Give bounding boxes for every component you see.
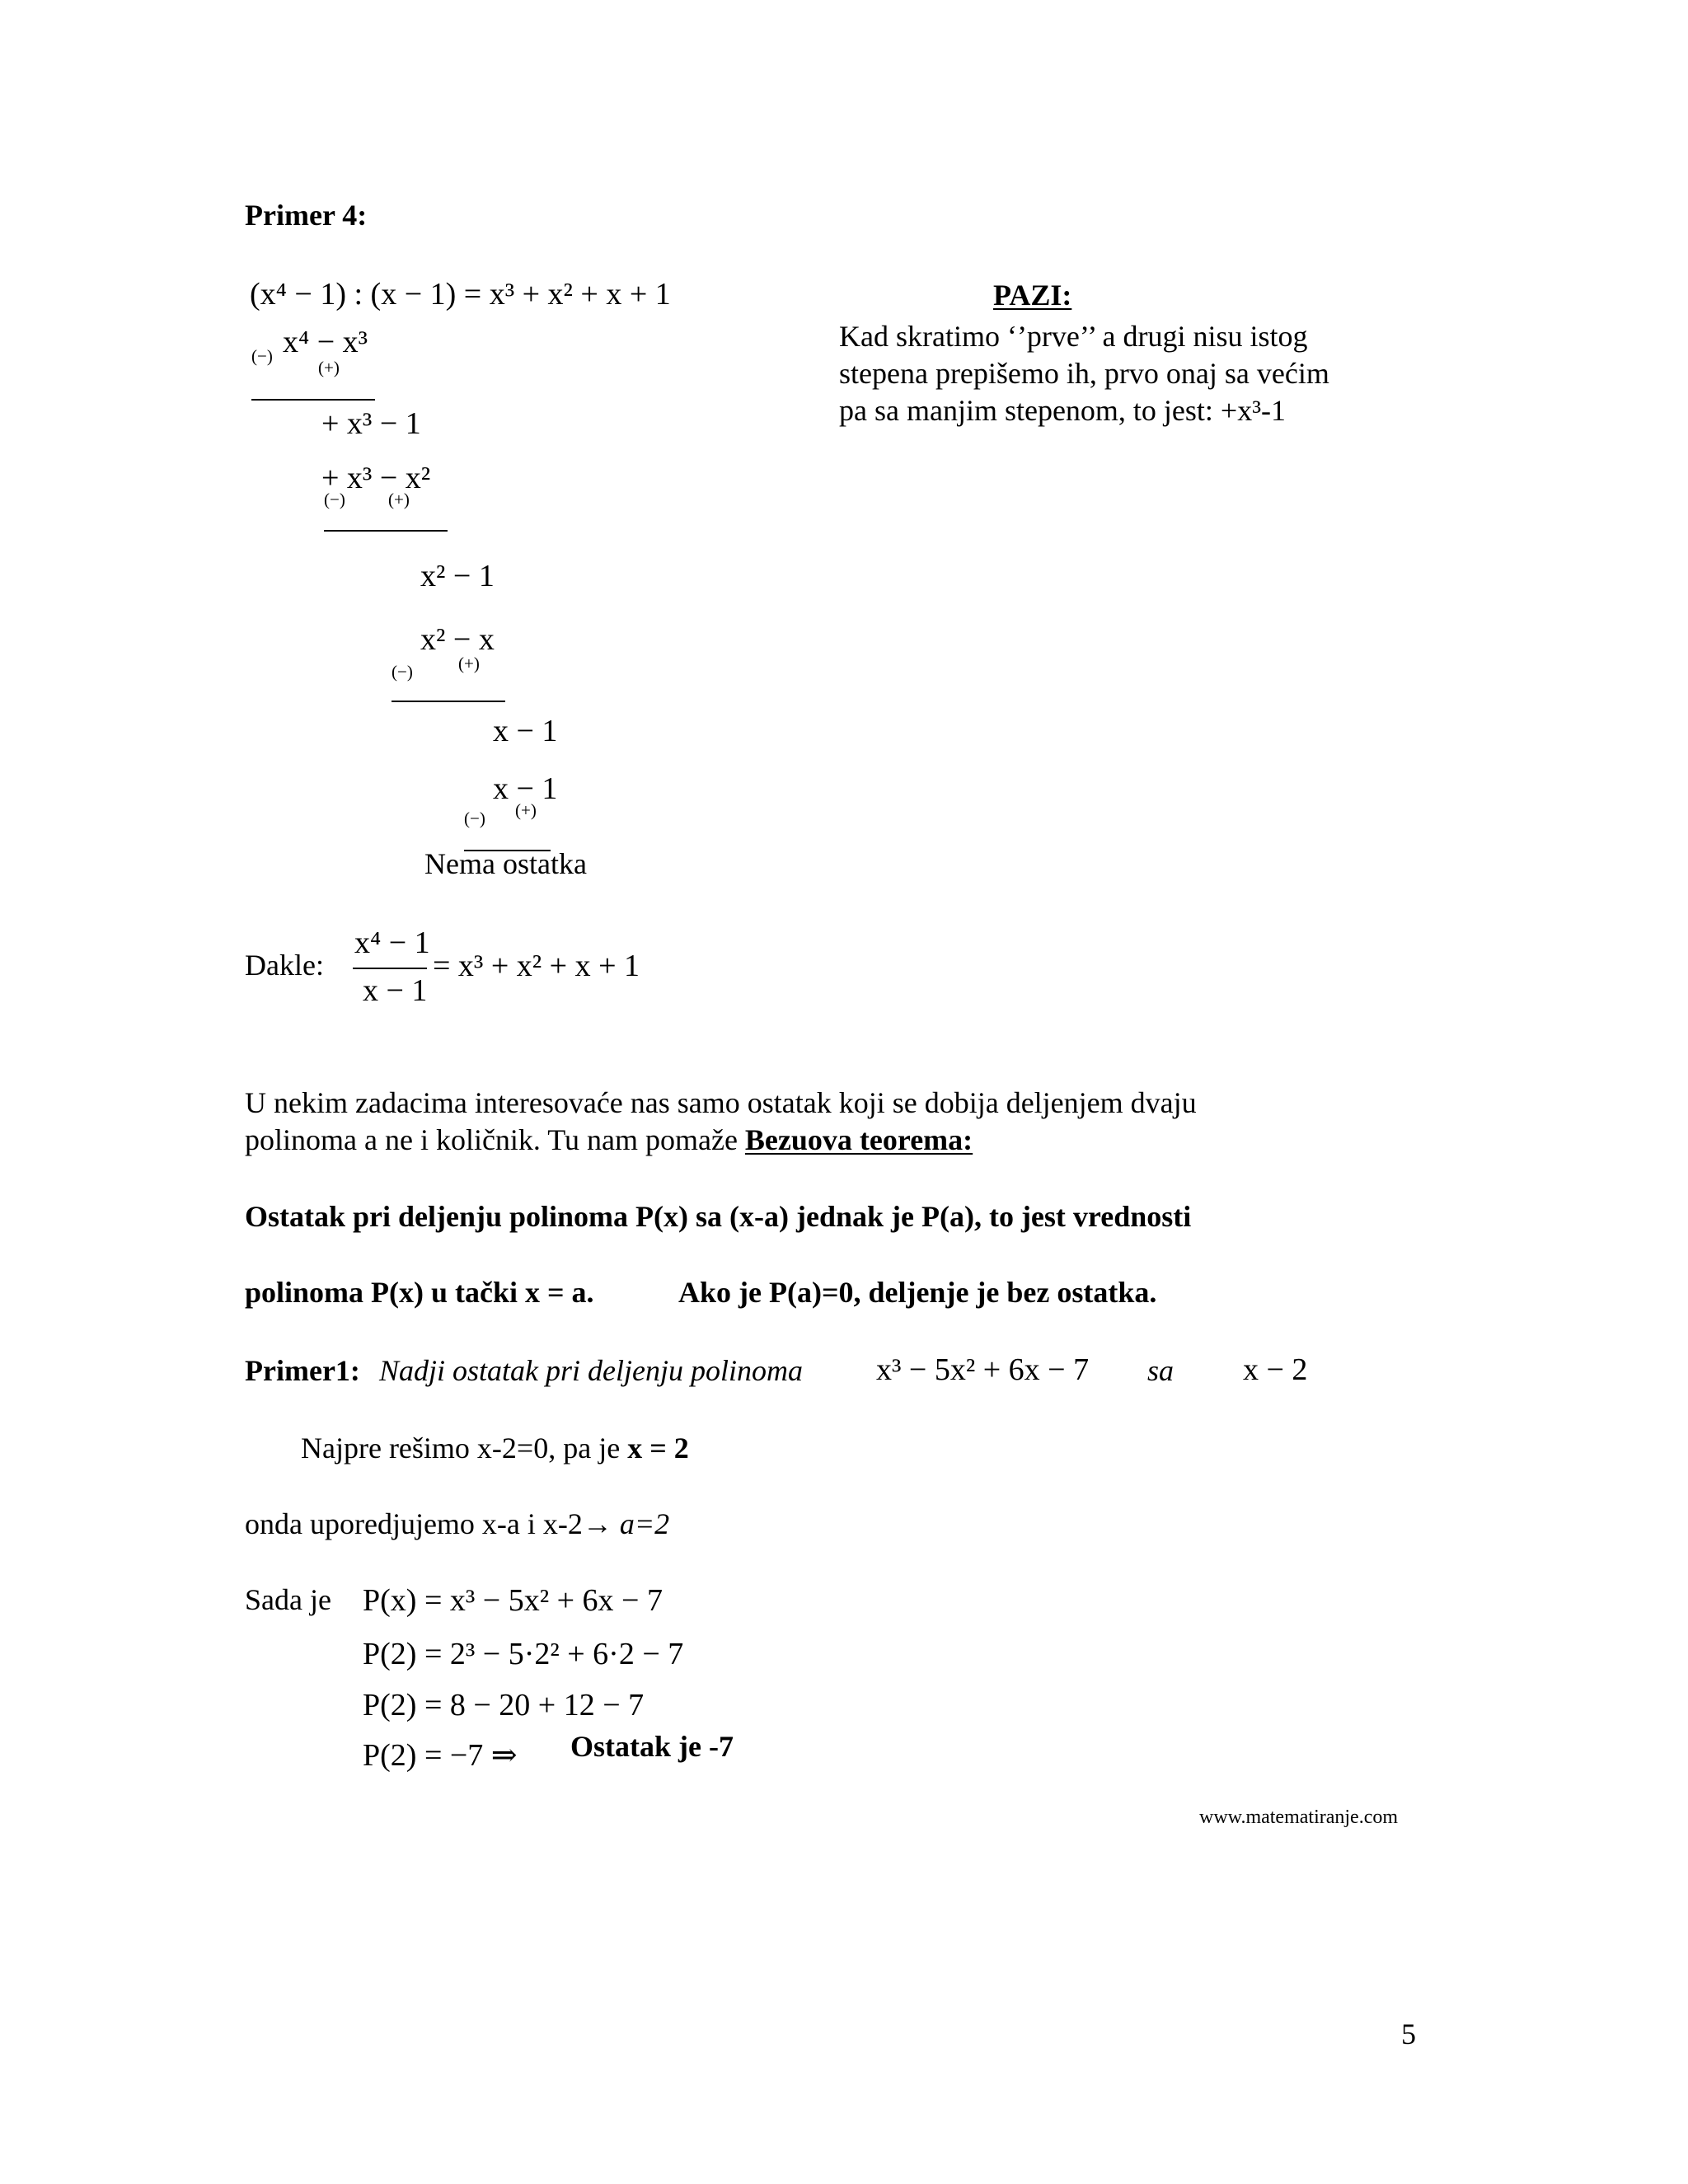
evaluation-line: P(2) = −7 ⇒	[363, 1738, 518, 1773]
sign-plus: (+)	[515, 800, 537, 820]
intro-line: polinoma a ne i količnik. Tu nam pomaže Bezuova teorema:	[245, 1123, 973, 1156]
sign-plus: (+)	[458, 654, 480, 673]
sign-minus: (−)	[251, 346, 273, 366]
evaluation-line: P(2) = 8 − 20 + 12 − 7	[363, 1688, 645, 1722]
page-number: 5	[1401, 2018, 1416, 2050]
example-step: onda uporedjujemo x-a i x-2→ a=2	[245, 1507, 670, 1540]
fraction-denominator: x − 1	[363, 973, 428, 1008]
pazi-line: stepena prepišemo ih, prvo onaj sa većim	[839, 357, 1329, 390]
example-label: Primer1:	[245, 1354, 360, 1387]
division-step-terms: x⁴ − x³	[283, 325, 368, 359]
division-step-terms: x² − x	[420, 622, 495, 657]
sign-plus: (+)	[318, 358, 340, 377]
example-task: Nadji ostatak pri deljenju polinoma	[379, 1354, 803, 1387]
example-sa: sa	[1147, 1354, 1175, 1387]
division-equation: (x⁴ − 1) : (x − 1) = x³ + x² + x + 1	[250, 277, 671, 312]
fraction-numerator: x⁴ − 1	[354, 926, 430, 960]
division-remainder: x² − 1	[420, 559, 495, 593]
result-text: Ostatak je -7	[570, 1730, 734, 1763]
division-rule	[251, 399, 375, 401]
example-divisor: x − 2	[1243, 1352, 1308, 1387]
theorem-name: Bezuova teorema:	[744, 1123, 973, 1156]
division-remainder: x − 1	[493, 714, 558, 748]
intro-line: U nekim zadacima interesovaće nas samo ostatak koji se dobija deljenjem dvaju	[245, 1086, 1197, 1119]
sign-minus: (−)	[324, 490, 345, 509]
website-footer: www.matematiranje.com	[1199, 1807, 1399, 1828]
fraction-rhs: = x³ + x² + x + 1	[433, 949, 640, 983]
pazi-line: pa sa manjim stepenom, to jest: +x³-1	[839, 394, 1287, 427]
fraction-bar	[353, 968, 427, 969]
division-step-terms: + x³ − x²	[321, 461, 431, 495]
division-rule	[324, 530, 448, 532]
theorem-line: polinoma P(x) u tački x = a.	[245, 1276, 594, 1309]
division-rule	[392, 701, 505, 702]
sada-je-label: Sada je	[245, 1583, 331, 1616]
evaluation-line: P(x) = x³ − 5x² + 6x − 7	[363, 1583, 663, 1618]
sign-minus: (−)	[464, 808, 485, 828]
no-remainder-note: Nema ostatka	[424, 847, 587, 880]
division-step-terms: x − 1	[493, 771, 558, 806]
pazi-title: PAZI:	[993, 279, 1072, 312]
example-step: Najpre rešimo x-2=0, pa je x = 2	[301, 1432, 689, 1465]
division-remainder: + x³ − 1	[321, 406, 421, 441]
theorem-line: Ostatak pri deljenju polinoma P(x) sa (x-a) jednak je P(a), to jest vrednosti	[245, 1200, 1192, 1233]
evaluation-line: P(2) = 2³ − 5·2² + 6·2 − 7	[363, 1637, 684, 1671]
sign-minus: (−)	[392, 662, 413, 682]
pazi-line: Kad skratimo ‘’prve’’ a drugi nisu istog	[839, 320, 1308, 353]
dakle-label: Dakle:	[245, 949, 324, 982]
theorem-line: Ako je P(a)=0, deljenje je bez ostatka.	[678, 1276, 1157, 1309]
example-polynomial: x³ − 5x² + 6x − 7	[876, 1352, 1090, 1387]
section-heading: Primer 4:	[245, 199, 368, 232]
sign-plus: (+)	[388, 490, 410, 509]
